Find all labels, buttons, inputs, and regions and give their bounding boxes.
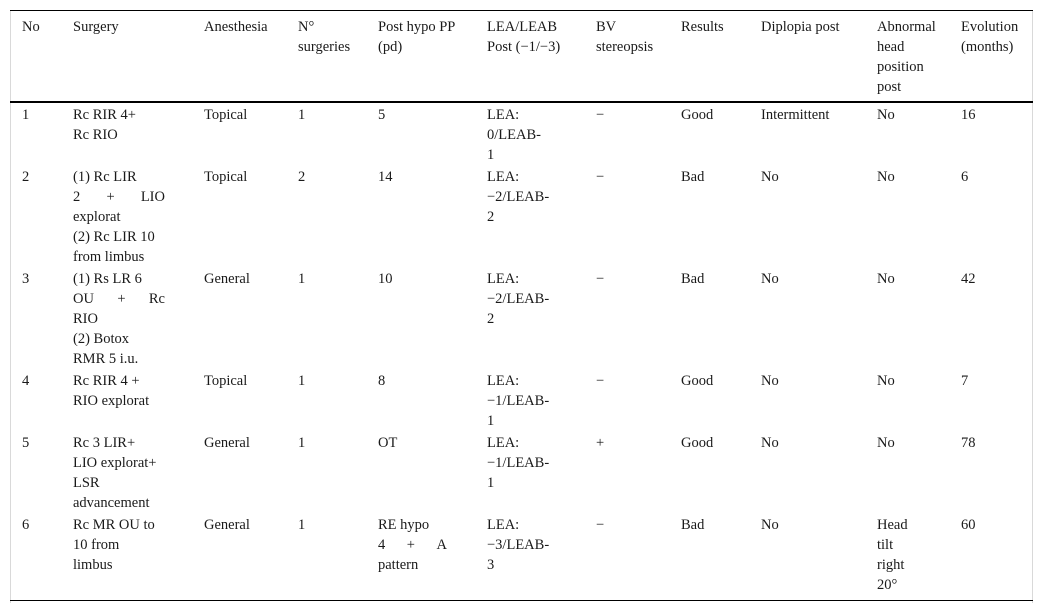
cell-abnormal-head: No [877,107,895,123]
justified-word: + [106,189,115,205]
table-bottom-rule [10,600,1033,601]
cell-post-hypo-pp: 10 [378,271,393,287]
cell-n-surgeries: 1 [298,373,306,389]
cell-diplopia-post: No [761,271,779,287]
cell-post-hypo-pp: OT [378,435,398,451]
cell-lea-leab: LEA: −2/LEAB- 2 [487,271,550,327]
cell-anesthesia: Topical [204,169,248,185]
header-post-hypo-pp: Post hypo PP (pd) [378,19,456,55]
cell-anesthesia: General [204,435,250,451]
header-bv-stereopsis: BV stereopsis [596,19,654,55]
cell-diplopia-post: No [761,373,779,389]
cell-anesthesia: Topical [204,107,248,123]
cell-results: Bad [681,169,705,185]
cell-bv-stereopsis: + [596,435,605,451]
cell-post-hypo-pp: RE hypo 4 + A pattern [378,517,447,573]
cell-lea-leab: LEA: −3/LEAB- 3 [487,517,550,573]
table-top-rule [10,10,1033,11]
cell-results: Good [681,107,714,123]
justified-word: + [406,537,415,553]
cell-results: Good [681,435,714,451]
cell-n-surgeries: 1 [298,107,306,123]
cell-surgery: Rc MR OU to 10 from limbus [73,517,155,573]
cell-results: Good [681,373,714,389]
cell-anesthesia: Topical [204,373,248,389]
cell-no: 5 [22,435,30,451]
cell-post-hypo-pp: 14 [378,169,393,185]
cell-evolution: 7 [961,373,969,389]
cell-evolution: 42 [961,271,976,287]
cell-abnormal-head: No [877,435,895,451]
cell-evolution: 60 [961,517,976,533]
header-anesthesia: Anesthesia [204,19,268,35]
cell-results: Bad [681,271,705,287]
cell-evolution: 78 [961,435,976,451]
cell-no: 1 [22,107,30,123]
cell-n-surgeries: 2 [298,169,306,185]
cell-abnormal-head: No [877,271,895,287]
header-no: No [22,19,40,35]
cell-surgery: (1) Rs LR 6 OU + Rc RIO (2) Botox RMR 5 i.u. [73,271,165,367]
cell-surgery: (1) Rc LIR 2 + LIO explorat (2) Rc LIR 10 from limbus [73,169,165,265]
header-results: Results [681,19,724,35]
justified-word: 2 [73,189,81,205]
cell-no: 6 [22,517,30,533]
header-surgery: Surgery [73,19,119,35]
cell-n-surgeries: 1 [298,271,306,287]
cell-bv-stereopsis: − [596,517,605,533]
cell-anesthesia: General [204,517,250,533]
cell-diplopia-post: No [761,435,779,451]
header-diplopia-post: Diplopia post [761,19,840,35]
cell-bv-stereopsis: − [596,373,605,389]
table-header-rule [10,101,1033,103]
cell-surgery: Rc RIR 4 + RIO explorat [73,373,150,409]
cell-abnormal-head: Head tilt right 20° [877,517,908,593]
cell-anesthesia: General [204,271,250,287]
cell-abnormal-head: No [877,373,895,389]
cell-n-surgeries: 1 [298,435,306,451]
cell-bv-stereopsis: − [596,271,605,287]
justified-word: A [436,537,447,553]
header-n-surgeries: N° surgeries [298,19,351,55]
cell-surgery: Rc 3 LIR+ LIO explorat+ LSR advancement [73,435,157,511]
cell-lea-leab: LEA: −2/LEAB- 2 [487,169,550,225]
justified-word: + [117,291,126,307]
cell-abnormal-head: No [877,169,895,185]
header-evolution: Evolution (months) [961,19,1019,55]
cell-lea-leab: LEA: −1/LEAB- 1 [487,435,550,491]
justified-word: LIO [140,189,165,205]
cell-evolution: 6 [961,169,969,185]
cell-diplopia-post: Intermittent [761,107,830,123]
cell-no: 4 [22,373,30,389]
cell-n-surgeries: 1 [298,517,306,533]
cell-evolution: 16 [961,107,976,123]
cell-diplopia-post: No [761,169,779,185]
cell-no: 2 [22,169,30,185]
cell-post-hypo-pp: 5 [378,107,386,123]
justified-word: Rc [148,291,165,307]
justified-word: OU [73,291,94,307]
cell-surgery: Rc RIR 4+ Rc RIO [73,107,136,143]
cell-results: Bad [681,517,705,533]
cell-bv-stereopsis: − [596,107,605,123]
cell-diplopia-post: No [761,517,779,533]
justified-word: 4 [378,537,386,553]
cell-lea-leab: LEA: 0/LEAB- 1 [487,107,541,163]
header-abnormal-head: Abnormal head position post [877,19,936,95]
header-lea-leab: LEA/LEAB Post (−1/−3) [487,19,561,55]
cell-no: 3 [22,271,30,287]
cell-lea-leab: LEA: −1/LEAB- 1 [487,373,550,429]
cell-post-hypo-pp: 8 [378,373,386,389]
cell-bv-stereopsis: − [596,169,605,185]
